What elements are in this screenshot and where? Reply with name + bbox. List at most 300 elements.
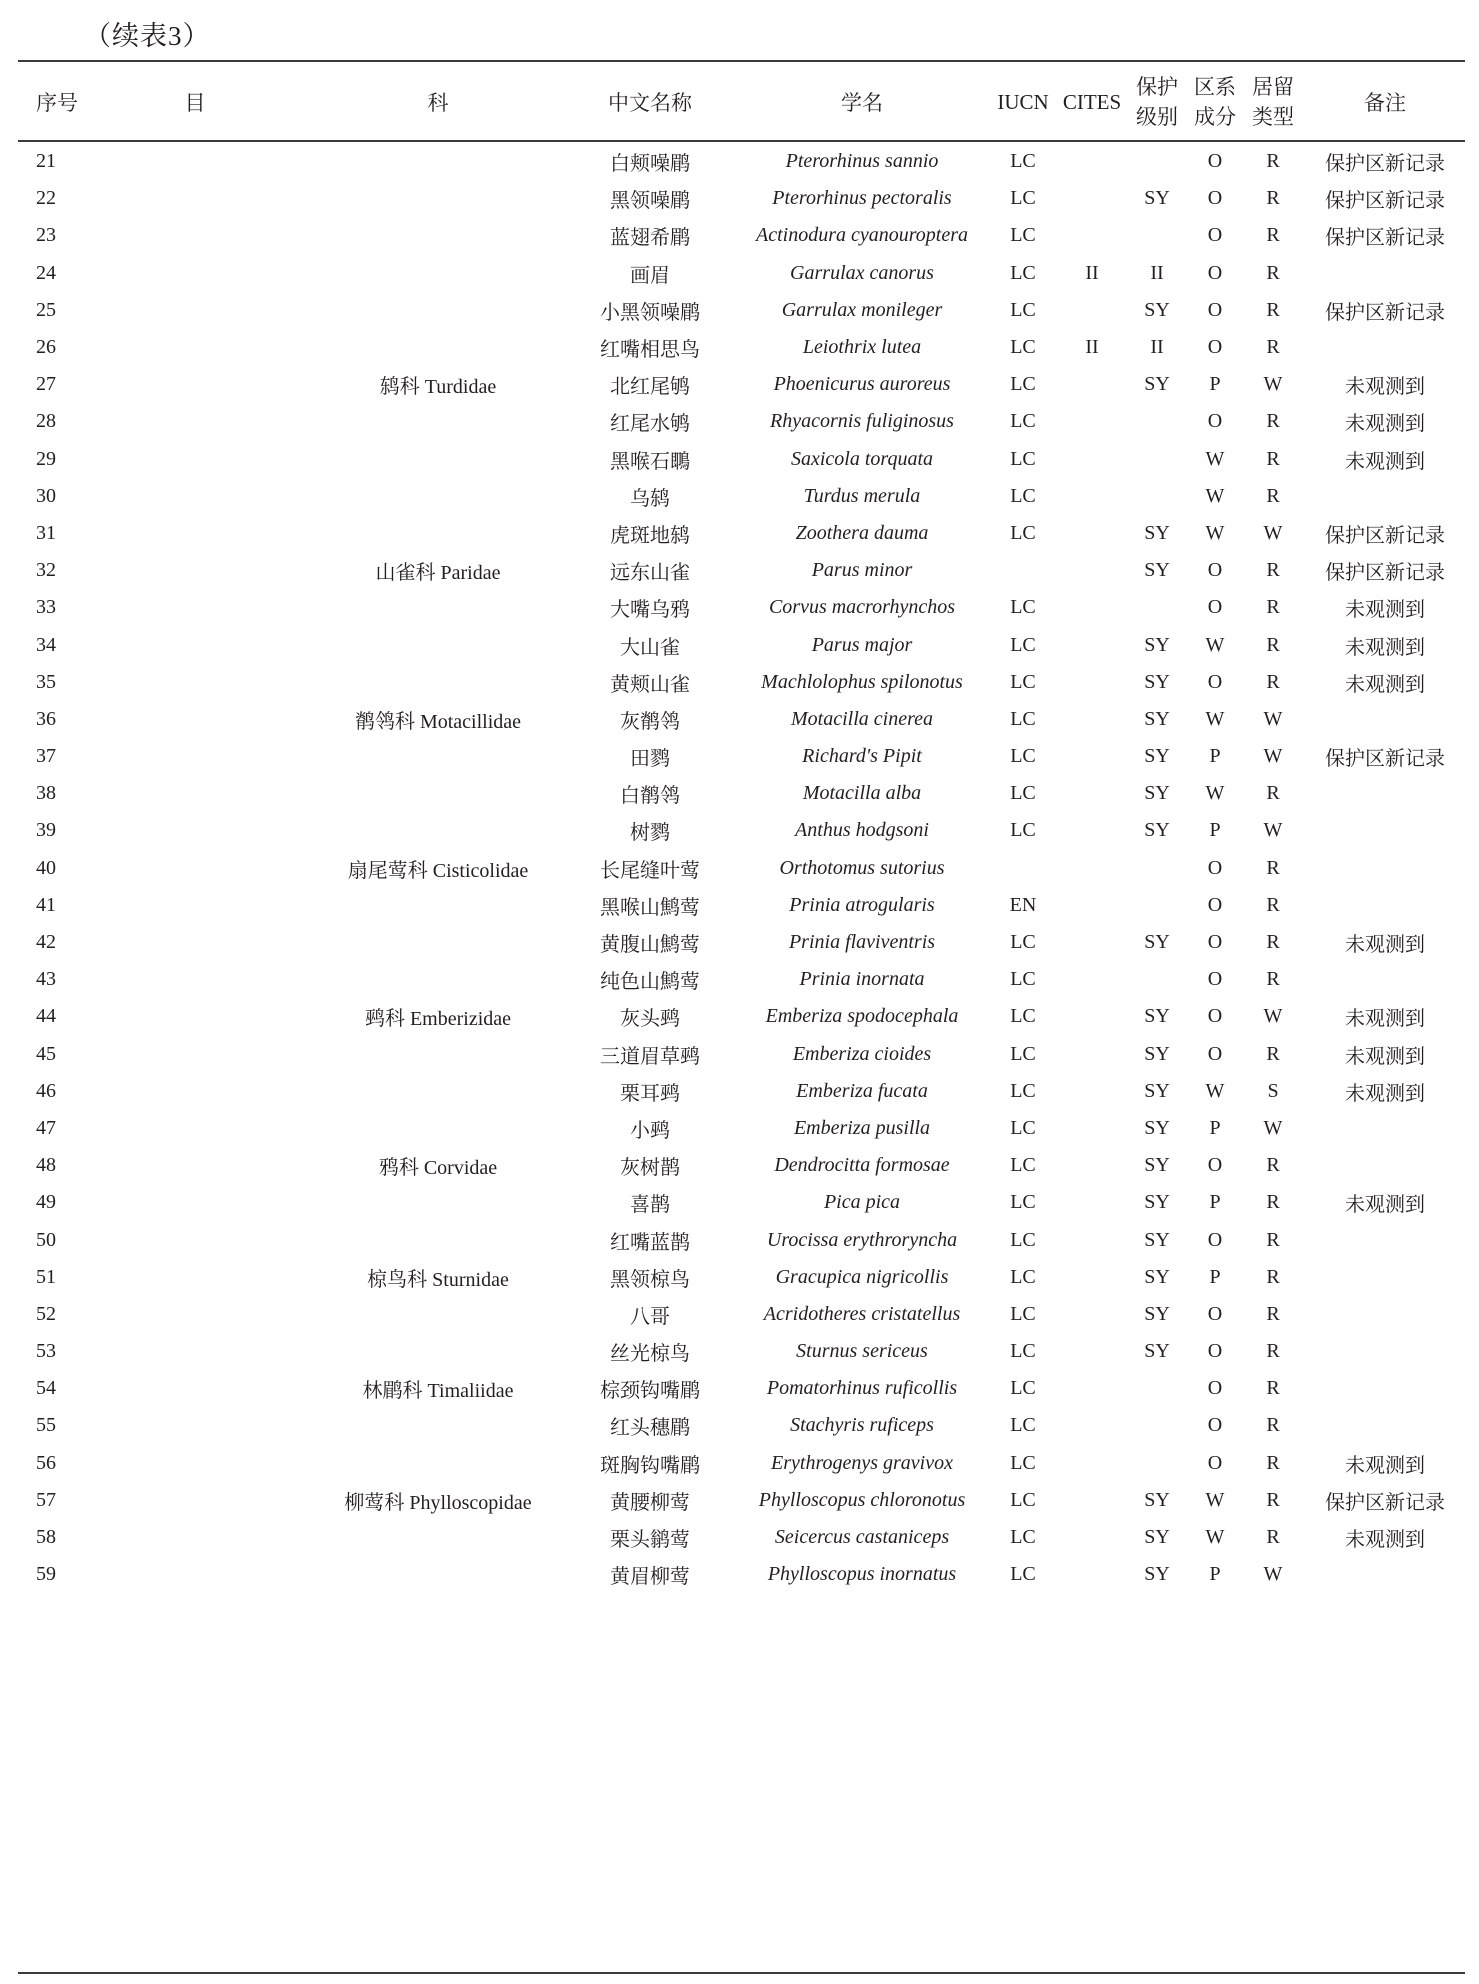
cell-fauna-component: O — [1207, 1302, 1223, 1325]
cell-scientific-name: Turdus merula — [803, 484, 921, 507]
cell-iucn: LC — [1010, 596, 1036, 619]
cell-seq: 26 — [36, 336, 56, 359]
cell-residence-type: R — [1266, 782, 1280, 805]
cell-family: 林鹛科 Timaliidae — [362, 1380, 514, 1403]
cell-seq: 46 — [36, 1079, 56, 1102]
cell-seq: 30 — [36, 484, 56, 507]
cell-scientific-name: Corvus macrorhynchos — [768, 596, 956, 619]
cell-iucn: LC — [1010, 633, 1036, 656]
cell-note: 未观测到 — [1345, 450, 1425, 473]
cell-protection-level: SY — [1144, 187, 1170, 210]
cell-scientific-name: Richard's Pipit — [802, 745, 922, 768]
cell-chinese-name: 树鹨 — [630, 822, 670, 845]
cell-residence-type: R — [1266, 968, 1280, 991]
cell-fauna-component: P — [1209, 1563, 1221, 1586]
cell-scientific-name: Seicercus castaniceps — [774, 1526, 950, 1549]
cell-seq: 42 — [36, 931, 56, 954]
cell-note: 未观测到 — [1345, 376, 1425, 399]
table-row — [0, 1556, 1479, 1593]
cell-protection-level: II — [1150, 336, 1164, 359]
cell-chinese-name: 黄腹山鹪莺 — [600, 934, 700, 957]
table-row — [0, 329, 1479, 366]
cell-protection-level: SY — [1144, 1526, 1170, 1549]
table-row — [0, 1445, 1479, 1482]
cell-protection-level: SY — [1144, 1042, 1170, 1065]
cell-iucn: LC — [1010, 1005, 1036, 1028]
cell-seq: 40 — [36, 856, 56, 879]
cell-residence-type: W — [1263, 707, 1283, 730]
cell-fauna-component: O — [1207, 150, 1223, 173]
cell-protection-level: SY — [1144, 819, 1170, 842]
cell-seq: 21 — [36, 150, 56, 173]
cell-note: 未观测到 — [1345, 1045, 1425, 1068]
cell-note: 未观测到 — [1345, 1454, 1425, 1477]
cell-chinese-name: 栗耳鹀 — [620, 1082, 680, 1105]
table-row — [0, 1333, 1479, 1370]
cell-chinese-name: 斑胸钩嘴鹛 — [600, 1454, 700, 1477]
cell-seq: 29 — [36, 447, 56, 470]
cell-chinese-name: 白鹡鸰 — [620, 785, 680, 808]
cell-scientific-name: Machlolophus spilonotus — [761, 670, 963, 693]
cell-seq: 48 — [36, 1154, 56, 1177]
cell-fauna-component: P — [1209, 1191, 1221, 1214]
cell-chinese-name: 乌鸫 — [630, 487, 670, 510]
cell-scientific-name: Dendrocitta formosae — [774, 1154, 950, 1177]
cell-iucn: LC — [1010, 373, 1036, 396]
cell-chinese-name: 黄眉柳莺 — [610, 1566, 690, 1589]
cell-chinese-name: 白颊噪鹛 — [610, 153, 690, 176]
cell-iucn: LC — [1010, 782, 1036, 805]
cell-fauna-component: O — [1207, 410, 1223, 433]
header-fauna-line2: 成分 — [1194, 105, 1236, 129]
cell-seq: 52 — [36, 1302, 56, 1325]
cell-residence-type: R — [1266, 298, 1280, 321]
cell-fauna-component: O — [1207, 1005, 1223, 1028]
cell-chinese-name: 黑喉石䳭 — [610, 450, 690, 473]
cell-note: 未观测到 — [1345, 673, 1425, 696]
table-row — [0, 143, 1479, 180]
table-row — [0, 589, 1479, 626]
cell-chinese-name: 红嘴相思鸟 — [600, 339, 700, 362]
cell-residence-type: R — [1266, 1340, 1280, 1363]
cell-family: 椋鸟科 Sturnidae — [367, 1268, 509, 1291]
cell-seq: 44 — [36, 1005, 56, 1028]
cell-protection-level: SY — [1144, 633, 1170, 656]
header-protection-line2: 级别 — [1136, 105, 1178, 129]
table-body — [0, 143, 1479, 1593]
cell-seq: 24 — [36, 261, 56, 284]
cell-note: 未观测到 — [1345, 1529, 1425, 1552]
cell-chinese-name: 黄腰柳莺 — [610, 1491, 690, 1514]
cell-chinese-name: 黑喉山鹪莺 — [600, 896, 700, 919]
cell-protection-level: SY — [1144, 1265, 1170, 1288]
cell-protection-level: SY — [1144, 1116, 1170, 1139]
cell-residence-type: R — [1266, 1154, 1280, 1177]
cell-chinese-name: 红头穗鹛 — [610, 1417, 690, 1440]
cell-note: 保护区新记录 — [1325, 153, 1445, 176]
cell-seq: 45 — [36, 1042, 56, 1065]
cell-residence-type: W — [1263, 819, 1283, 842]
cell-iucn: LC — [1010, 1191, 1036, 1214]
cell-residence-type: R — [1266, 670, 1280, 693]
table-row — [0, 552, 1479, 589]
cell-iucn: LC — [1010, 1116, 1036, 1139]
cell-fauna-component: W — [1205, 707, 1225, 730]
cell-residence-type: R — [1266, 1228, 1280, 1251]
cell-scientific-name: Rhyacornis fuliginosus — [770, 410, 954, 433]
cell-iucn: LC — [1010, 745, 1036, 768]
cell-seq: 58 — [36, 1526, 56, 1549]
cell-fauna-component: O — [1207, 670, 1223, 693]
cell-note: 未观测到 — [1345, 1082, 1425, 1105]
header-family: 科 — [427, 91, 449, 115]
cell-fauna-component: O — [1207, 596, 1223, 619]
cell-chinese-name: 蓝翅希鹛 — [610, 227, 690, 250]
cell-chinese-name: 红嘴蓝鹊 — [610, 1231, 690, 1254]
cell-seq: 33 — [36, 596, 56, 619]
cell-chinese-name: 灰树鹊 — [620, 1157, 680, 1180]
cell-fauna-component: O — [1207, 1042, 1223, 1065]
cell-protection-level: SY — [1144, 1563, 1170, 1586]
cell-residence-type: R — [1266, 1451, 1280, 1474]
table-row — [0, 701, 1479, 738]
header-scientific-name: 学名 — [841, 91, 883, 115]
cell-protection-level: SY — [1144, 670, 1170, 693]
cell-residence-type: R — [1266, 596, 1280, 619]
cell-chinese-name: 灰鹡鸰 — [620, 710, 680, 733]
header-note: 备注 — [1364, 91, 1406, 115]
cell-chinese-name: 小黑领噪鹛 — [600, 301, 700, 324]
cell-chinese-name: 黑领椋鸟 — [610, 1268, 690, 1291]
cell-residence-type: R — [1266, 633, 1280, 656]
cell-iucn: LC — [1010, 1302, 1036, 1325]
table-row — [0, 626, 1479, 663]
cell-note: 未观测到 — [1345, 599, 1425, 622]
cell-note: 保护区新记录 — [1325, 1491, 1445, 1514]
cell-fauna-component: O — [1207, 1377, 1223, 1400]
cell-iucn: EN — [1009, 893, 1037, 916]
cell-residence-type: W — [1263, 373, 1283, 396]
cell-residence-type: R — [1266, 187, 1280, 210]
cell-chinese-name: 北红尾鸲 — [610, 376, 690, 399]
cell-family: 鸦科 Corvidae — [378, 1157, 498, 1180]
cell-scientific-name: Urocissa erythroryncha — [766, 1228, 958, 1251]
cell-protection-level: SY — [1144, 745, 1170, 768]
header-chinese-name: 中文名称 — [608, 91, 692, 115]
cell-chinese-name: 田鹨 — [630, 748, 670, 771]
cell-protection-level: SY — [1144, 782, 1170, 805]
cell-iucn: LC — [1010, 1377, 1036, 1400]
cell-residence-type: W — [1263, 1563, 1283, 1586]
cell-residence-type: W — [1263, 745, 1283, 768]
table-row — [0, 850, 1479, 887]
cell-fauna-component: W — [1205, 1526, 1225, 1549]
cell-scientific-name: Emberiza pusilla — [793, 1116, 931, 1139]
cell-scientific-name: Pterorhinus pectoralis — [772, 187, 952, 210]
cell-fauna-component: O — [1207, 1451, 1223, 1474]
cell-residence-type: R — [1266, 1042, 1280, 1065]
cell-fauna-component: O — [1207, 559, 1223, 582]
cell-fauna-component: W — [1205, 521, 1225, 544]
cell-iucn: LC — [1010, 819, 1036, 842]
cell-scientific-name: Prinia atrogularis — [789, 893, 935, 916]
header-fauna-line1: 区系 — [1194, 75, 1236, 99]
cell-scientific-name: Pterorhinus sannio — [785, 150, 939, 173]
table-top-rule — [18, 60, 1465, 62]
cell-residence-type: R — [1266, 931, 1280, 954]
cell-scientific-name: Leiothrix lutea — [802, 336, 922, 359]
cell-residence-type: W — [1263, 1116, 1283, 1139]
cell-family: 鹡鸰科 Motacillidae — [354, 710, 522, 733]
table-row — [0, 478, 1479, 515]
cell-scientific-name: Acridotheres cristatellus — [763, 1302, 961, 1325]
cell-seq: 27 — [36, 373, 56, 396]
cell-fauna-component: O — [1207, 1228, 1223, 1251]
cell-residence-type: R — [1266, 484, 1280, 507]
cell-note: 未观测到 — [1345, 636, 1425, 659]
cell-residence-type: R — [1266, 336, 1280, 359]
header-residence-line1: 居留 — [1252, 75, 1294, 99]
cell-iucn: LC — [1010, 410, 1036, 433]
cell-residence-type: R — [1266, 1526, 1280, 1549]
cell-chinese-name: 三道眉草鹀 — [600, 1045, 700, 1068]
cell-cites: II — [1085, 261, 1099, 284]
cell-note: 未观测到 — [1345, 934, 1425, 957]
cell-protection-level: SY — [1144, 1302, 1170, 1325]
cell-scientific-name: Actinodura cyanouroptera — [755, 224, 969, 247]
table-row — [0, 738, 1479, 775]
cell-chinese-name: 虎斑地鸫 — [610, 524, 690, 547]
table-row — [0, 1519, 1479, 1556]
cell-iucn: LC — [1010, 150, 1036, 173]
cell-residence-type: W — [1263, 521, 1283, 544]
cell-residence-type: R — [1266, 150, 1280, 173]
cell-chinese-name: 纯色山鹪莺 — [600, 971, 700, 994]
cell-scientific-name: Prinia flaviventris — [788, 931, 936, 954]
cell-scientific-name: Phylloscopus chloronotus — [758, 1488, 966, 1511]
cell-scientific-name: Motacilla alba — [802, 782, 922, 805]
cell-fauna-component: O — [1207, 1414, 1223, 1437]
cell-scientific-name: Orthotomus sutorius — [779, 856, 945, 879]
cell-seq: 49 — [36, 1191, 56, 1214]
cell-fauna-component: O — [1207, 968, 1223, 991]
cell-family: 山雀科 Paridae — [375, 562, 501, 585]
cell-fauna-component: W — [1205, 633, 1225, 656]
cell-chinese-name: 棕颈钩嘴鹛 — [600, 1380, 700, 1403]
cell-protection-level: SY — [1144, 373, 1170, 396]
cell-protection-level: SY — [1144, 1154, 1170, 1177]
cell-scientific-name: Anthus hodgsoni — [795, 819, 929, 842]
cell-residence-type: S — [1267, 1079, 1279, 1102]
header-fauna-component — [1194, 64, 1236, 140]
cell-fauna-component: O — [1207, 893, 1223, 916]
cell-chinese-name: 小鹀 — [630, 1119, 670, 1142]
cell-residence-type: R — [1266, 1302, 1280, 1325]
cell-seq: 28 — [36, 410, 56, 433]
table-row — [0, 1370, 1479, 1407]
cell-scientific-name: Saxicola torquata — [790, 447, 934, 470]
cell-chinese-name: 喜鹊 — [630, 1194, 670, 1217]
cell-scientific-name: Emberiza cioides — [792, 1042, 932, 1065]
table-row — [0, 515, 1479, 552]
cell-fauna-component: O — [1207, 1340, 1223, 1363]
cell-iucn: LC — [1010, 1340, 1036, 1363]
cell-fauna-component: P — [1209, 1265, 1221, 1288]
cell-fauna-component: P — [1209, 373, 1221, 396]
cell-residence-type: R — [1266, 893, 1280, 916]
cell-scientific-name: Gracupica nigricollis — [775, 1265, 949, 1288]
cell-note: 保护区新记录 — [1325, 748, 1445, 771]
cell-protection-level: SY — [1144, 931, 1170, 954]
cell-note: 未观测到 — [1345, 1008, 1425, 1031]
cell-scientific-name: Stachyris ruficeps — [790, 1414, 934, 1437]
cell-seq: 55 — [36, 1414, 56, 1437]
table-row — [0, 1296, 1479, 1333]
cell-iucn: LC — [1010, 1526, 1036, 1549]
cell-fauna-component: W — [1205, 447, 1225, 470]
cell-chinese-name: 栗头鹟莺 — [610, 1529, 690, 1552]
cell-iucn: LC — [1010, 968, 1036, 991]
table-row — [0, 998, 1479, 1035]
table-caption: （续表3） — [84, 21, 211, 51]
cell-chinese-name: 丝光椋鸟 — [610, 1343, 690, 1366]
cell-seq: 59 — [36, 1563, 56, 1586]
cell-chinese-name: 灰头鹀 — [620, 1008, 680, 1031]
header-iucn: IUCN — [997, 89, 1049, 114]
header-residence-type — [1252, 64, 1294, 140]
table-row — [0, 441, 1479, 478]
cell-scientific-name: Garrulax canorus — [790, 261, 934, 284]
cell-protection-level: SY — [1144, 1079, 1170, 1102]
cell-fauna-component: O — [1207, 224, 1223, 247]
cell-residence-type: R — [1266, 1265, 1280, 1288]
table-row — [0, 180, 1479, 217]
cell-iucn: LC — [1010, 261, 1036, 284]
table-row — [0, 887, 1479, 924]
cell-scientific-name: Garrulax monileger — [781, 298, 943, 321]
cell-iucn: LC — [1010, 447, 1036, 470]
cell-residence-type: R — [1266, 410, 1280, 433]
cell-note: 保护区新记录 — [1325, 190, 1445, 213]
cell-protection-level: SY — [1144, 1488, 1170, 1511]
cell-fauna-component: O — [1207, 856, 1223, 879]
cell-family: 柳莺科 Phylloscopidae — [344, 1491, 532, 1514]
cell-scientific-name: Parus minor — [811, 559, 913, 582]
cell-fauna-component: O — [1207, 336, 1223, 359]
cell-seq: 23 — [36, 224, 56, 247]
cell-protection-level: SY — [1144, 1228, 1170, 1251]
header-order: 目 — [184, 91, 206, 115]
cell-seq: 22 — [36, 187, 56, 210]
cell-seq: 41 — [36, 893, 56, 916]
cell-seq: 43 — [36, 968, 56, 991]
cell-seq: 35 — [36, 670, 56, 693]
cell-seq: 31 — [36, 521, 56, 544]
cell-fauna-component: W — [1205, 1079, 1225, 1102]
table-row — [0, 292, 1479, 329]
cell-family: 鹀科 Emberizidae — [364, 1008, 512, 1031]
table-bottom-rule — [18, 1972, 1465, 1974]
cell-scientific-name: Pomatorhinus ruficollis — [766, 1377, 958, 1400]
cell-seq: 34 — [36, 633, 56, 656]
cell-residence-type: R — [1266, 261, 1280, 284]
cell-note: 保护区新记录 — [1325, 562, 1445, 585]
cell-scientific-name: Pica pica — [823, 1191, 901, 1214]
cell-scientific-name: Phylloscopus inornatus — [767, 1563, 957, 1586]
cell-fauna-component: P — [1209, 819, 1221, 842]
cell-seq: 57 — [36, 1488, 56, 1511]
cell-residence-type: R — [1266, 856, 1280, 879]
cell-fauna-component: W — [1205, 1488, 1225, 1511]
cell-protection-level: SY — [1144, 1340, 1170, 1363]
table-row — [0, 1036, 1479, 1073]
cell-fauna-component: P — [1209, 1116, 1221, 1139]
cell-fauna-component: O — [1207, 931, 1223, 954]
cell-chinese-name: 黄颊山雀 — [610, 673, 690, 696]
cell-chinese-name: 黑领噪鹛 — [610, 190, 690, 213]
cell-family: 扇尾莺科 Cisticolidae — [347, 859, 529, 882]
cell-chinese-name: 大山雀 — [620, 636, 680, 659]
cell-seq: 37 — [36, 745, 56, 768]
cell-protection-level: SY — [1144, 707, 1170, 730]
table-row — [0, 812, 1479, 849]
cell-iucn: LC — [1010, 484, 1036, 507]
cell-seq: 53 — [36, 1340, 56, 1363]
cell-protection-level: SY — [1144, 559, 1170, 582]
cell-iucn: LC — [1010, 670, 1036, 693]
cell-iucn: LC — [1010, 224, 1036, 247]
table-row — [0, 775, 1479, 812]
cell-iucn: LC — [1010, 1265, 1036, 1288]
table-row — [0, 664, 1479, 701]
table-row — [0, 1259, 1479, 1296]
cell-seq: 32 — [36, 559, 56, 582]
cell-chinese-name: 红尾水鸲 — [610, 413, 690, 436]
cell-seq: 39 — [36, 819, 56, 842]
cell-iucn: LC — [1010, 187, 1036, 210]
cell-seq: 36 — [36, 707, 56, 730]
table-row — [0, 1110, 1479, 1147]
cell-note: 保护区新记录 — [1325, 524, 1445, 547]
cell-residence-type: R — [1266, 447, 1280, 470]
cell-residence-type: R — [1266, 559, 1280, 582]
cell-scientific-name: Erythrogenys gravivox — [771, 1451, 953, 1474]
cell-residence-type: R — [1266, 224, 1280, 247]
header-seq: 序号 — [36, 91, 78, 115]
table-row — [0, 961, 1479, 998]
cell-cites: II — [1085, 336, 1099, 359]
cell-iucn: LC — [1010, 1414, 1036, 1437]
cell-scientific-name: Prinia inornata — [799, 968, 925, 991]
cell-seq: 50 — [36, 1228, 56, 1251]
table-row — [0, 1147, 1479, 1184]
cell-iucn: LC — [1010, 1488, 1036, 1511]
cell-protection-level: II — [1150, 261, 1164, 284]
cell-protection-level: SY — [1144, 521, 1170, 544]
cell-note: 未观测到 — [1345, 413, 1425, 436]
table-header-rule — [18, 140, 1465, 142]
cell-iucn: LC — [1010, 931, 1036, 954]
cell-seq: 25 — [36, 298, 56, 321]
cell-fauna-component: W — [1205, 782, 1225, 805]
cell-residence-type: R — [1266, 1377, 1280, 1400]
cell-iucn: LC — [1010, 707, 1036, 730]
cell-chinese-name: 大嘴乌鸦 — [610, 599, 690, 622]
cell-protection-level: SY — [1144, 298, 1170, 321]
header-residence-line2: 类型 — [1252, 105, 1294, 129]
cell-protection-level: SY — [1144, 1005, 1170, 1028]
cell-residence-type: W — [1263, 1005, 1283, 1028]
